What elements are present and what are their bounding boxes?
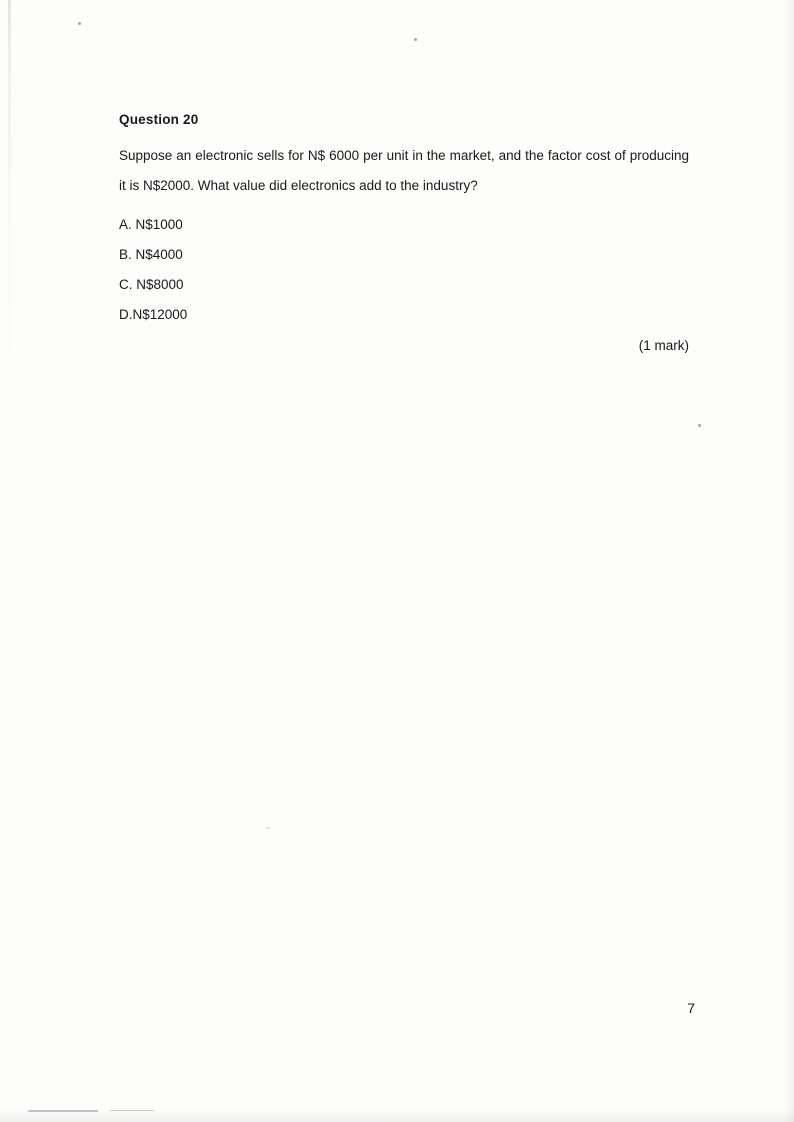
scan-speck [414,38,417,41]
question-block [119,112,689,330]
question-text: Suppose an electronic sells for N$ 6000 per unit in the market, and the factor cost of producing it is N$2000. What value did electronics add to the industry? [119,148,689,193]
answer-option-d[interactable]: D.N$12000 [119,307,188,322]
question-heading: Question 20 [119,112,199,127]
page-number: 7 [687,1000,695,1016]
scan-smudge [110,1110,154,1111]
answer-options-list [119,210,689,330]
scan-speck [78,22,81,25]
scan-edge-right [784,0,794,1122]
scan-edge-left [8,0,11,1122]
marks-label: (1 mark) [638,338,689,353]
answer-option-c[interactable]: C. N$8000 [119,277,184,292]
answer-option-a[interactable]: A. N$1000 [119,217,183,232]
scan-smudge [28,1110,98,1112]
scan-speck [266,827,270,829]
scan-speck [698,424,701,427]
answer-option-b[interactable]: B. N$4000 [119,247,183,262]
